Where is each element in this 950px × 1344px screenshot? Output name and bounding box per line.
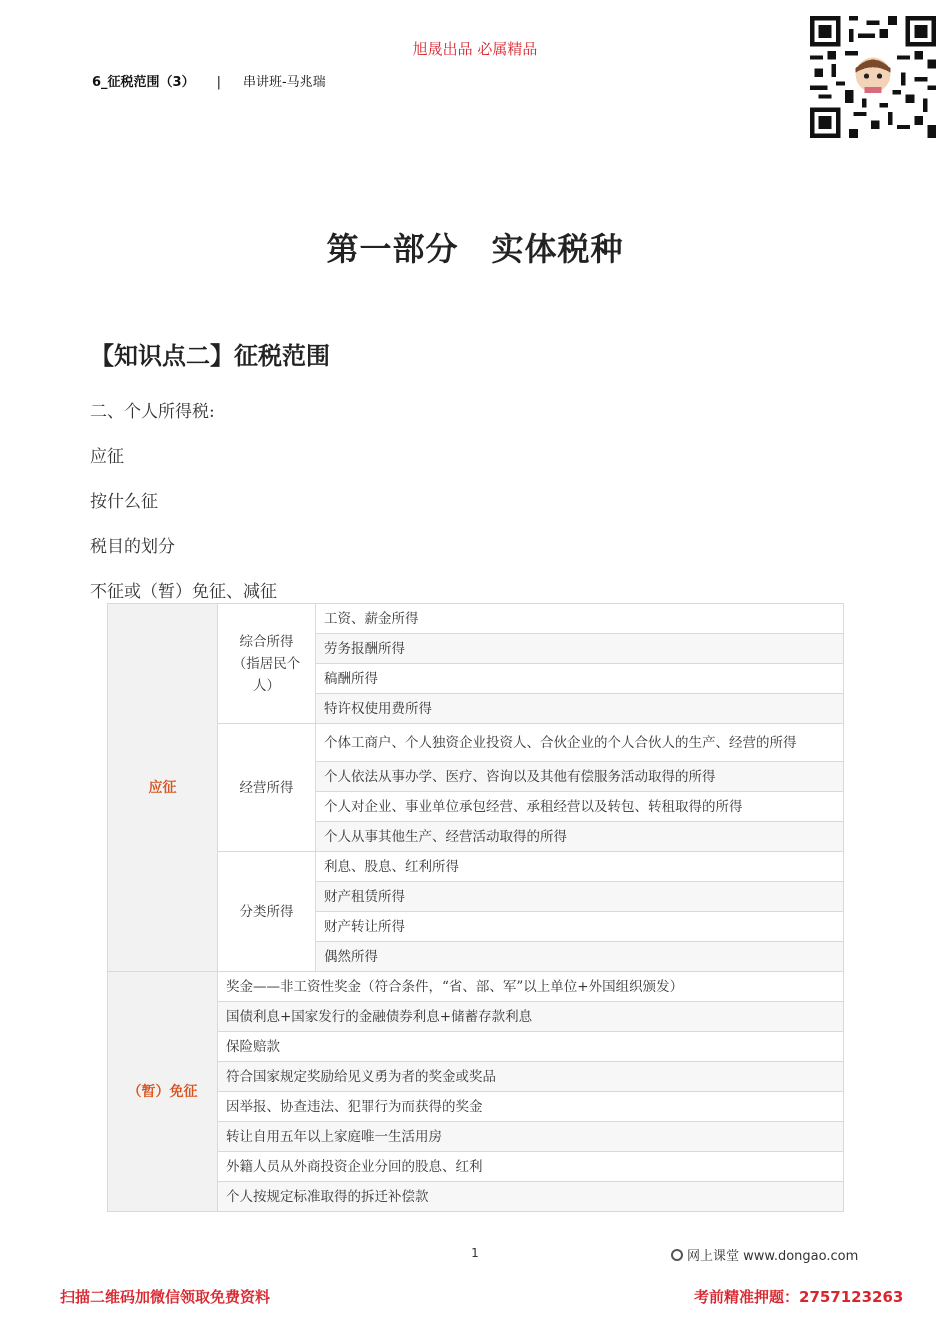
subgroup-business: 经营所得 (218, 724, 316, 852)
table-row: 个人依法从事办学、医疗、咨询以及其他有偿服务活动取得的所得 (316, 762, 844, 792)
top-banner: 旭晟出品 必属精品 (412, 40, 538, 58)
exam-contact-note: 考前精准押题：2757123263 (694, 1288, 904, 1306)
page-number: 1 (471, 1246, 479, 1260)
table-row: 稿酬所得 (316, 664, 844, 694)
course-title: 6_征税范围（3） (92, 75, 195, 90)
subgroup-comprehensive: 综合所得（指居民个人） (218, 604, 316, 724)
footer-logo-text: 网上课堂 www.dongao.com (687, 1249, 859, 1264)
group-levied: 应征 (108, 604, 218, 972)
dongao-logo-icon (671, 1249, 683, 1261)
table-row: 工资、薪金所得 (316, 604, 844, 634)
course-header (92, 71, 326, 90)
table-row: 偶然所得 (316, 942, 844, 972)
table-row: 外籍人员从外商投资企业分回的股息、红利 (218, 1152, 844, 1182)
part-title: 第一部分 实体税种 (326, 230, 624, 268)
paragraph-exemptions: 不征或（暂）免征、减征 (90, 582, 277, 602)
paragraph-should-levy: 应征 (90, 447, 124, 467)
table-row: 财产租赁所得 (316, 882, 844, 912)
knowledge-point-title: 【知识点二】征税范围 (90, 341, 330, 370)
group-exempt: （暂）免征 (108, 972, 218, 1212)
qr-code-icon (810, 16, 936, 138)
table-row: 符合国家规定奖励给见义勇为者的奖金或奖品 (218, 1062, 844, 1092)
table-row: 国债利息+国家发行的金融债券利息+储蓄存款利息 (218, 1002, 844, 1032)
table-row: 个人从事其他生产、经营活动取得的所得 (316, 822, 844, 852)
footer-logo[interactable] (671, 1245, 858, 1264)
table-row: 个人对企业、事业单位承包经营、承租经营以及转包、转租取得的所得 (316, 792, 844, 822)
paragraph-iit-heading: 二、个人所得税: (90, 402, 215, 422)
table-row: 奖金——非工资性奖金（符合条件，“省、部、军”以上单位+外国组织颁发） (218, 972, 844, 1002)
table-row: 劳务报酬所得 (316, 634, 844, 664)
table-row: 个人按规定标准取得的拆迁补偿款 (218, 1182, 844, 1212)
subgroup-classified: 分类所得 (218, 852, 316, 972)
teacher-label: 串讲班-马兆瑞 (242, 75, 326, 90)
tax-scope-table (107, 603, 844, 1212)
table-row: 保险赔款 (218, 1032, 844, 1062)
free-materials-note: 扫描二维码加微信领取免费资料 (60, 1288, 271, 1306)
paragraph-basis: 按什么征 (90, 492, 158, 512)
header-separator: | (216, 75, 221, 90)
table-row: 转让自用五年以上家庭唯一生活用房 (218, 1122, 844, 1152)
table-row: 因举报、协查违法、犯罪行为而获得的奖金 (218, 1092, 844, 1122)
paragraph-item-division: 税目的划分 (90, 537, 175, 557)
table-row: 利息、股息、红利所得 (316, 852, 844, 882)
table-row: 个体工商户、个人独资企业投资人、合伙企业的个人合伙人的生产、经营的所得 (316, 724, 844, 762)
table-row: 特许权使用费所得 (316, 694, 844, 724)
table-row: 财产转让所得 (316, 912, 844, 942)
